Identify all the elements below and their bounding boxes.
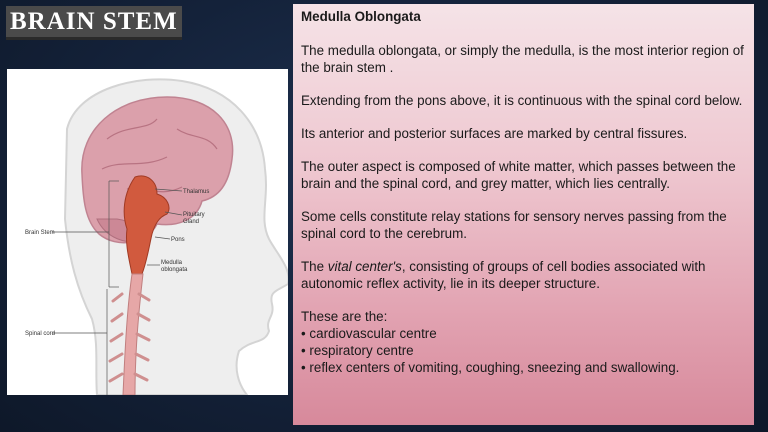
paragraph-6-start: The (301, 259, 328, 274)
paragraph-6-end: , consisting of groups of cell bodies associated with autonomic reflex activity, lie in its deeper structure. (301, 259, 706, 291)
label-medulla-2: oblongata (161, 267, 188, 273)
paragraph-2: Extending from the pons above, it is continuous with the spinal cord below. (301, 93, 743, 108)
list-item: • respiratory centre (301, 342, 744, 359)
content-heading: Medulla Oblongata (301, 9, 421, 24)
paragraph-1: The medulla oblongata, or simply the medulla, is the most interior region of the brain stem . (301, 43, 744, 75)
list-item: • reflex centers of vomiting, coughing, sneezing and swallowing. (301, 359, 744, 376)
label-thalamus: Thalamus (183, 189, 210, 195)
label-brain-stem: Brain Stem (25, 230, 55, 236)
label-pituitary-1: Pituitary (183, 212, 205, 218)
list-intro: These are the: (301, 309, 388, 324)
list-item: • cardiovascular centre (301, 325, 744, 342)
vital-centers-term: vital center's (327, 259, 402, 274)
paragraph-6 (301, 258, 744, 292)
label-spinal-cord: Spinal cord (25, 331, 56, 337)
paragraph-4: The outer aspect is composed of white matter, which passes between the brain and the spinal cord, and grey matter, which lies centrally. (301, 159, 736, 191)
content-panel (293, 4, 754, 425)
brain-stem-figure (7, 69, 288, 395)
label-medulla-1: Medulla (161, 260, 183, 266)
centres-list (301, 325, 744, 376)
label-pons: Pons (171, 237, 185, 243)
head-illustration (7, 69, 288, 395)
paragraph-5: Some cells constitute relay stations for sensory nerves passing from the spinal cord to the cerebrum. (301, 209, 727, 241)
paragraph-3: Its anterior and posterior surfaces are marked by central fissures. (301, 126, 688, 141)
slide-title: BRAIN STEM (6, 6, 182, 40)
label-pituitary-2: Gland (183, 219, 200, 225)
